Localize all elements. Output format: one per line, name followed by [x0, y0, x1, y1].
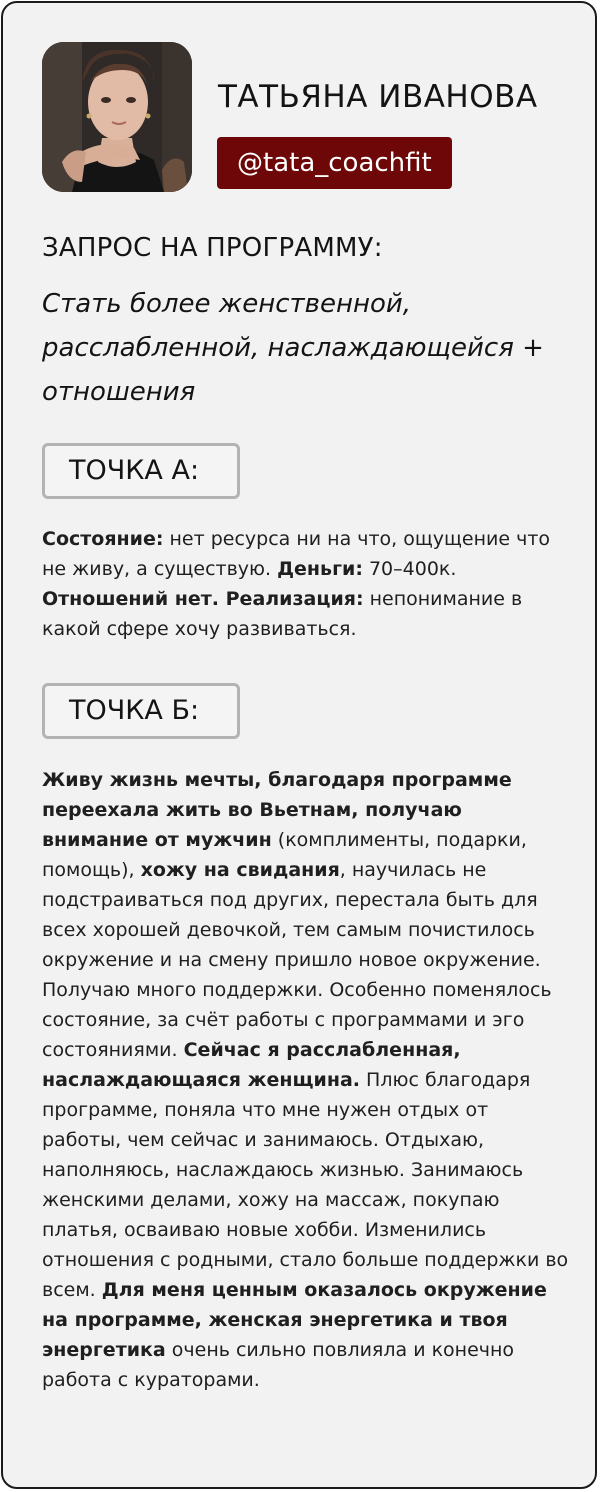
- point-b-segment: (комплименты, подарки, помощь),: [42, 829, 527, 881]
- point-a-segment: Деньги:: [277, 558, 363, 580]
- point-b-segment: , научилась не подстраиваться под других, перестала быть для всех хорошей девочкой, тем самым почистилось окружение и на смену пришло новое окружение. Получаю много поддержки. Особенно поменялось состояние, за счёт работы с программами и эго состояниями.: [42, 859, 552, 1061]
- profile-photo: [42, 42, 192, 192]
- point-a-segment: 70–400к.: [362, 558, 457, 580]
- point-a-segment: Отношений нет. Реализация:: [42, 588, 364, 610]
- point-a-description: [42, 524, 572, 644]
- testimonial-card: [1, 1, 597, 1489]
- profile-handle-badge[interactable]: @tata_coachfit: [217, 137, 452, 189]
- point-a-label: ТОЧКА А:: [69, 455, 200, 486]
- point-b-segment: Живу жизнь мечты, благодаря программе переехала жить во Вьетнам, получаю внимание от мужчин: [42, 769, 512, 851]
- profile-name: ТАТЬЯНА ИВАНОВА: [218, 79, 538, 115]
- point-b-segment: хожу на свидания: [140, 859, 340, 881]
- point-b-segment: Плюс благодаря программе, поняла что мне нужен отдых от работы, чем сейчас и занимаюсь. Отдыхаю, наполняюсь, наслаждаюсь жизнью. Занимаюсь женскими делами, хожу на массаж, покупаю платья, осваиваю новые хобби. Изменились отношения с родными, стало больше поддержки во всем.: [42, 1069, 569, 1301]
- point-a-segment: непонимание в какой сфере хочу развиваться.: [42, 588, 523, 640]
- point-b-description: [42, 765, 572, 1395]
- point-b-label: ТОЧКА Б:: [69, 695, 200, 726]
- point-a-segment: Состояние:: [42, 528, 164, 550]
- point-a-label-frame: [42, 443, 240, 499]
- point-b-segment: очень сильно повлияла и конечно работа с кураторами.: [42, 1339, 515, 1391]
- point-b-segment: Сейчас я расслабленная, наслаждающаяся женщина.: [42, 1039, 461, 1091]
- woman-portrait-icon: [42, 42, 192, 192]
- request-title: ЗАПРОС НА ПРОГРАММУ:: [42, 233, 383, 263]
- request-text: Стать более женственной, расслабленной, наслаждающейся + отношения: [42, 289, 544, 407]
- point-a-segment: нет ресурса ни на что, ощущение что не живу, а существую.: [42, 528, 551, 580]
- point-b-label-frame: [42, 683, 240, 739]
- point-b-segment: Для меня ценным оказалось окружение на программе, женская энергетика и твоя энергетика: [42, 1279, 547, 1361]
